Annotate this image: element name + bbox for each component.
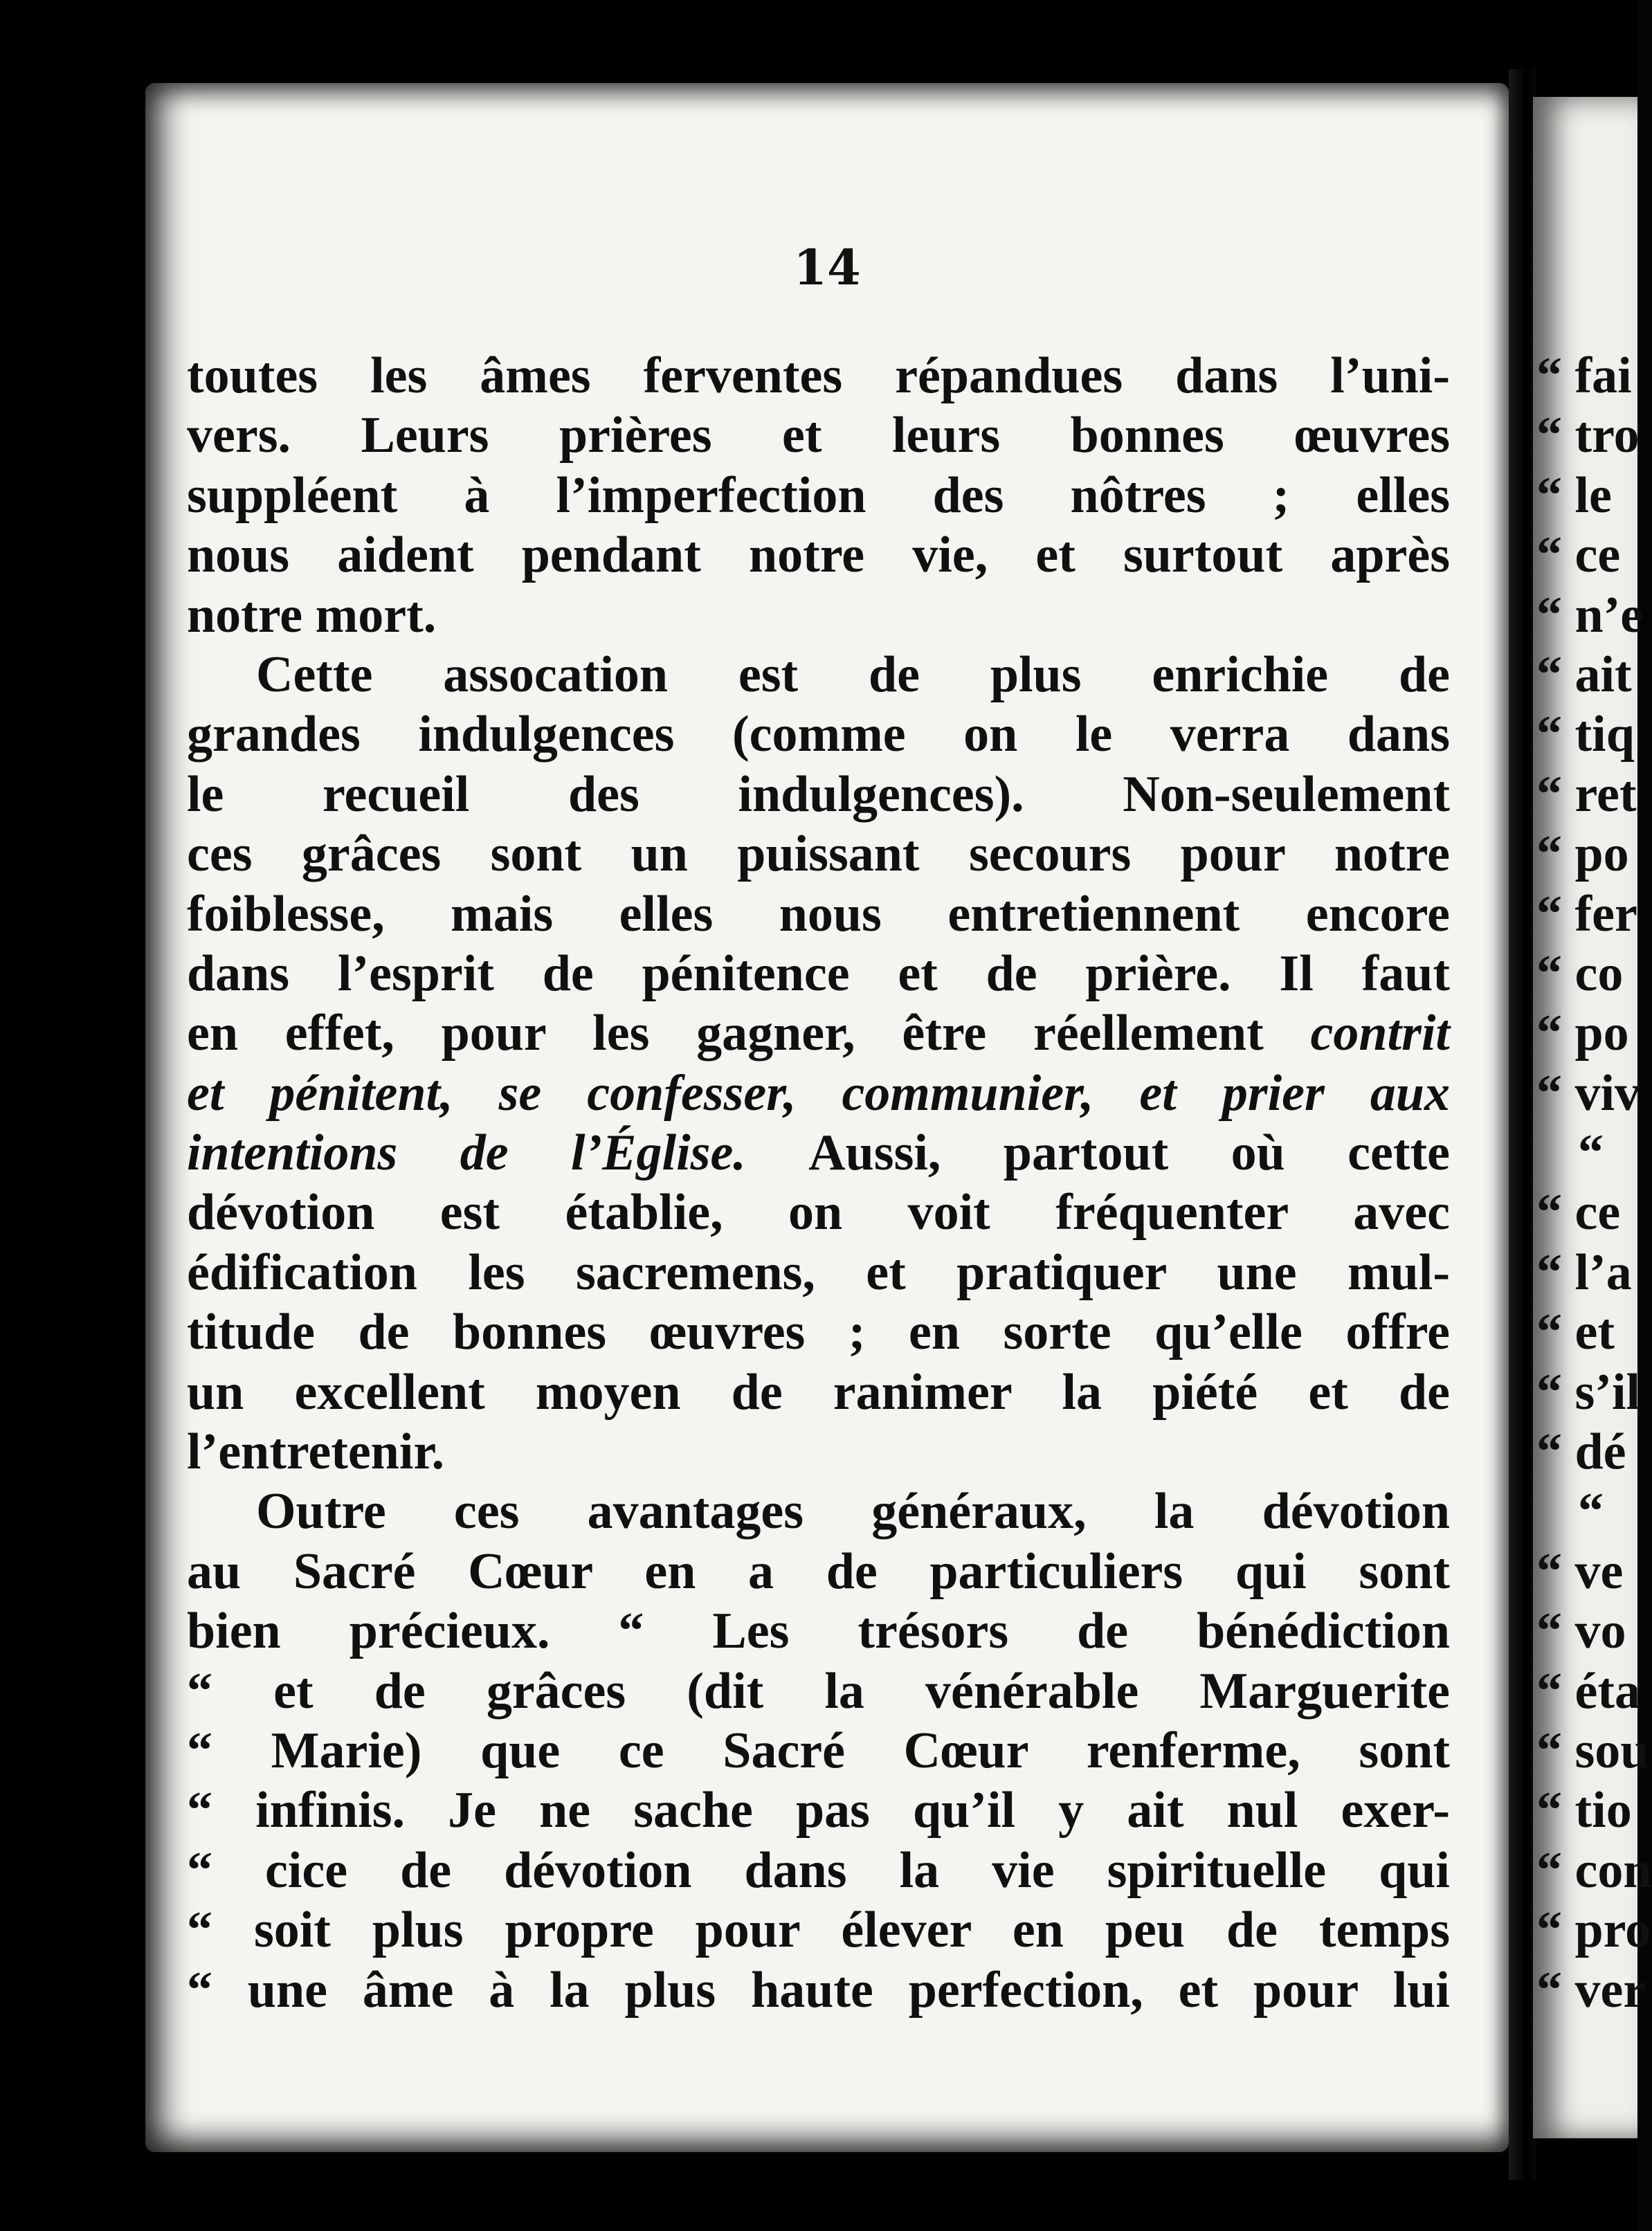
text-line: suppléent à l’imperfection des nôtres ; elles [187, 466, 1450, 524]
text-line: “ Marie) que ce Sacré Cœur renferme, sont [187, 1722, 1450, 1779]
text-line: dans l’esprit de pénitence et de prière. Il faut [187, 945, 1450, 1002]
italic-run: contrit [1310, 1005, 1450, 1062]
text-line: vers. Leurs prières et leurs bonnes œuvres [187, 407, 1450, 464]
right-text-line: “ ce [1536, 1184, 1621, 1241]
book-gutter [1509, 69, 1536, 2180]
right-text-line: “ po [1536, 826, 1629, 883]
text-line: et pénitent, se confesser, communier, et prier aux [187, 1064, 1450, 1122]
right-text-line: “ po [1536, 1005, 1629, 1062]
text-line: “ cice de dévotion dans la vie spirituelle qui [187, 1841, 1450, 1899]
right-text-line: “ n’e [1536, 586, 1644, 644]
right-text-line: “ tio [1536, 1782, 1632, 1839]
text-line: “ infinis. Je ne sache pas qu’il y ait nul exer- [187, 1782, 1450, 1839]
right-text-line: “ l’a [1536, 1244, 1632, 1301]
right-text-line: “ dé [1536, 1423, 1626, 1481]
text-line: “ soit plus propre pour élever en peu de temps [187, 1902, 1450, 1959]
right-text-line: “ ver [1536, 1961, 1646, 2019]
text-line [187, 1123, 1450, 1183]
right-page-text [1536, 346, 1652, 2020]
right-text-line: “ et [1536, 1304, 1615, 1361]
right-text-line: “ ret [1536, 765, 1637, 823]
text-line: toutes les âmes ferventes répandues dans l’uni- [187, 347, 1450, 404]
right-text-line: “ le [1536, 466, 1612, 524]
page-number: 14 [793, 239, 861, 296]
right-text-line: “ ait [1536, 646, 1632, 703]
text-line: bien précieux. “ Les trésors de bénédiction [187, 1603, 1450, 1660]
text-line: ces grâces sont un puissant secours pour notre [187, 826, 1450, 883]
right-text-line: “ s’il [1536, 1363, 1641, 1421]
text-line: édification les sacremens, et pratiquer une mul- [187, 1244, 1450, 1301]
text-line: un excellent moyen de ranimer la piété et de [187, 1363, 1450, 1421]
text-line: au Sacré Cœur en a de particuliers qui sont [187, 1542, 1450, 1600]
right-text-line: “ fai [1536, 347, 1632, 404]
text-line: grandes indulgences (comme on le verra dans [187, 706, 1450, 763]
right-text-line: “ ve [1536, 1542, 1624, 1600]
text-line: l’entretenir. [187, 1423, 444, 1481]
right-text-line: “ [1578, 1483, 1604, 1540]
right-text-line: “ [1578, 1124, 1604, 1182]
right-text-line: “ tiq [1536, 706, 1635, 763]
right-text-line: “ ce [1536, 527, 1621, 584]
text-line: le recueil des indulgences). Non-seulement [187, 765, 1450, 823]
right-text-line: “ vo [1536, 1603, 1626, 1660]
text-line: dévotion est établie, on voit fréquenter avec [187, 1184, 1450, 1241]
page-body-text [187, 346, 1450, 2020]
text-run: en effet, pour les gagner, être réellement [187, 1005, 1311, 1062]
text-line: titude de bonnes œuvres ; en sorte qu’elle offre [187, 1304, 1450, 1361]
right-text-line: “ co [1536, 945, 1624, 1002]
text-line: “ et de grâces (dit la vénérable Marguerite [187, 1662, 1450, 1720]
right-text-line: “ viv [1536, 1064, 1641, 1122]
right-text-line: “ tro [1536, 407, 1640, 464]
text-line [187, 1003, 1450, 1063]
text-line: Cette assocation est de plus enrichie de [256, 646, 1450, 703]
italic-run: intentions de l’Église. [187, 1124, 809, 1182]
right-text-line: “ éta [1536, 1662, 1640, 1720]
right-text-line: “ con [1536, 1841, 1652, 1899]
text-line: “ une âme à la plus haute perfection, et pour lui [187, 1961, 1450, 2019]
text-line: nous aident pendant notre vie, et surtout après [187, 527, 1450, 584]
text-run: Aussi, partout où cette [808, 1124, 1450, 1182]
text-line: foiblesse, mais elles nous entretiennent encore [187, 885, 1450, 943]
right-text-line: “ sou [1536, 1722, 1649, 1779]
text-line: notre mort. [187, 586, 437, 644]
right-text-line: “ fer [1536, 885, 1637, 943]
text-line: Outre ces avantages généraux, la dévotion [256, 1483, 1450, 1540]
right-text-line: “ pro [1536, 1902, 1651, 1959]
